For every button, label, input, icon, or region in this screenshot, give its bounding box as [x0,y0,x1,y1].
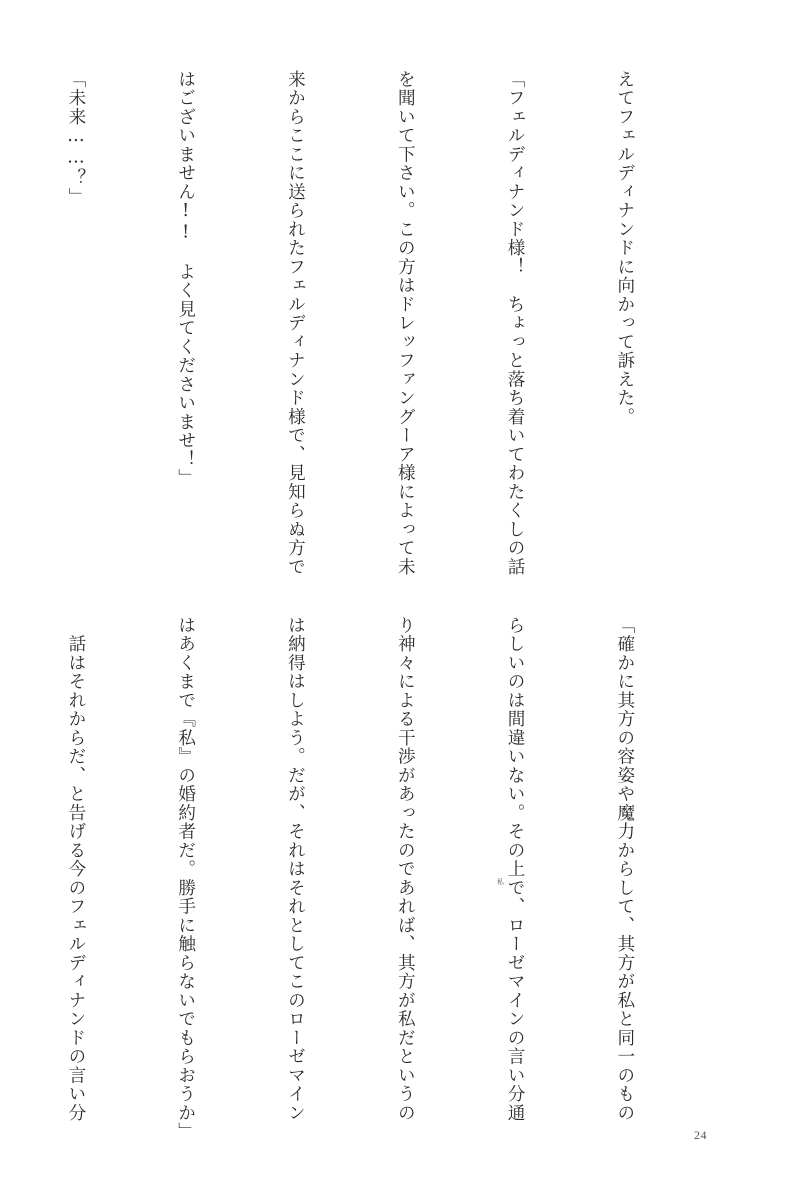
text-line: 「確かに其方の容姿や魔力からして、其方が私と同一のもの [614,616,635,1123]
text-line: 「未来……？」 [65,70,86,207]
text-line: 話はそれからだ、と告げる今のフェルディナンドの言い分 [65,616,86,1123]
text-line: らしいのは間違いない。その上で、ローゼマインの言い分通 [505,616,526,1123]
text-line: はあくまで『私』の婚約者だ。勝手に触らないでもらおうか」 [175,616,196,1141]
text-line: えてフェルディナンドに向かって訴えた。 [614,70,635,427]
text-line: り神々による干渉があったのであれば、其方が私だというの [395,616,416,1123]
text-line: を聞いて下さい。この方はドレッファングーア様によって未 [395,70,416,577]
ruby-annotation: 私 [497,878,504,886]
text-line: は納得はしよう。だが、それはそれとしてこのローゼマイン [285,616,306,1123]
text-line: 「フェルディナンド様！ ちょっと落ち着いてわたくしの話 [505,70,526,577]
text-line: 来からここに送られたフェルディナンド様で、見知らぬ方で [285,70,306,577]
page-number: 24 [694,1128,707,1142]
text-line: はございません!! よく見てくださいませ！」 [175,70,196,488]
top-text-block [65,70,716,577]
